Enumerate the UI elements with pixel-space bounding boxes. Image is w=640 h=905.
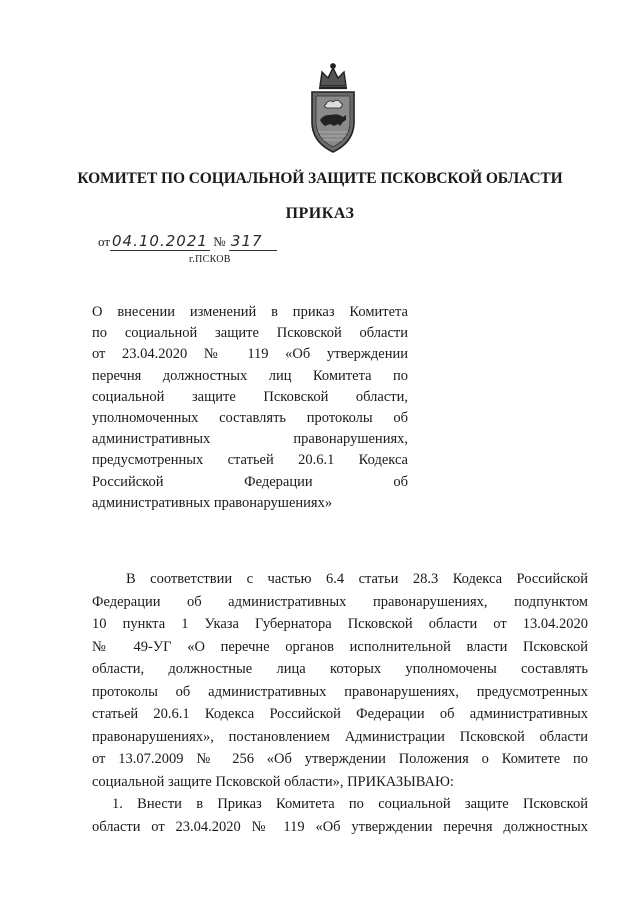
subject-line: административных правонарушениях,: [92, 431, 408, 448]
body-line: 1. Внести в Приказ Комитета по социальной защите Псковской: [112, 796, 588, 812]
body-line: В соответствии с частью 6.4 статьи 28.3 Кодекса Российской: [126, 571, 588, 587]
body-line: области, должностные лица которых уполномочены составлять: [92, 661, 588, 677]
order-body: [92, 568, 588, 838]
body-line: социальной защите Псковской области», ПРИКАЗЫВАЮ:: [92, 773, 454, 790]
order-title: ПРИКАЗ: [285, 205, 355, 222]
pskov-coat-of-arms-icon: [298, 60, 368, 156]
subject-line: по социальной защите Псковской области: [92, 325, 408, 342]
handwritten-date: 04.10.2021: [110, 232, 210, 251]
committee-name: КОМИТЕТ ПО СОЦИАЛЬНОЙ ЗАЩИТЕ ПСКОВСКОЙ ОБЛАСТИ: [77, 170, 563, 187]
body-line: правонарушениях», постановлением Администрации Псковской области: [92, 728, 588, 745]
subject-line: перечня должностных лиц Комитета по: [92, 367, 408, 384]
subject-line: социальной защите Псковской области,: [92, 388, 408, 405]
body-line: 10 пункта 1 Указа Губернатора Псковской области от 13.04.2020: [92, 616, 588, 632]
crown-icon: [319, 64, 347, 88]
body-line: протоколы об административных правонарушениях, предусмотренных: [92, 683, 588, 700]
order-date-number-line: [98, 232, 277, 251]
order-subject: [92, 302, 408, 514]
subject-line: предусмотренных статьей 20.6.1 Кодекса: [92, 452, 408, 469]
subject-line: уполномоченных составлять протоколы об: [92, 409, 408, 426]
date-prefix: от: [98, 234, 111, 249]
subject-line: О внесении изменений в приказ Комитета: [92, 304, 408, 320]
subject-line: Российской Федерации об: [92, 473, 408, 490]
handwritten-number: 317: [229, 232, 277, 251]
body-line: статьей 20.6.1 Кодекса Российской Федерации об административных: [92, 706, 588, 722]
body-line: области от 23.04.2020 № 119 «Об утверждении перечня должностных: [92, 818, 588, 835]
number-prefix: №: [213, 234, 226, 249]
body-line: Федерации об административных правонарушениях, подпунктом: [92, 593, 588, 610]
subject-line: административных правонарушениях»: [92, 494, 333, 511]
body-line: № 49-УГ «О перечне органов исполнительной власти Псковской: [92, 638, 588, 655]
city-label: г.ПСКОВ: [189, 254, 231, 265]
subject-line: от 23.04.2020 № 119 «Об утверждении: [92, 346, 408, 363]
body-line: от 13.07.2009 № 256 «Об утверждении Положения о Комитете по: [92, 751, 588, 767]
